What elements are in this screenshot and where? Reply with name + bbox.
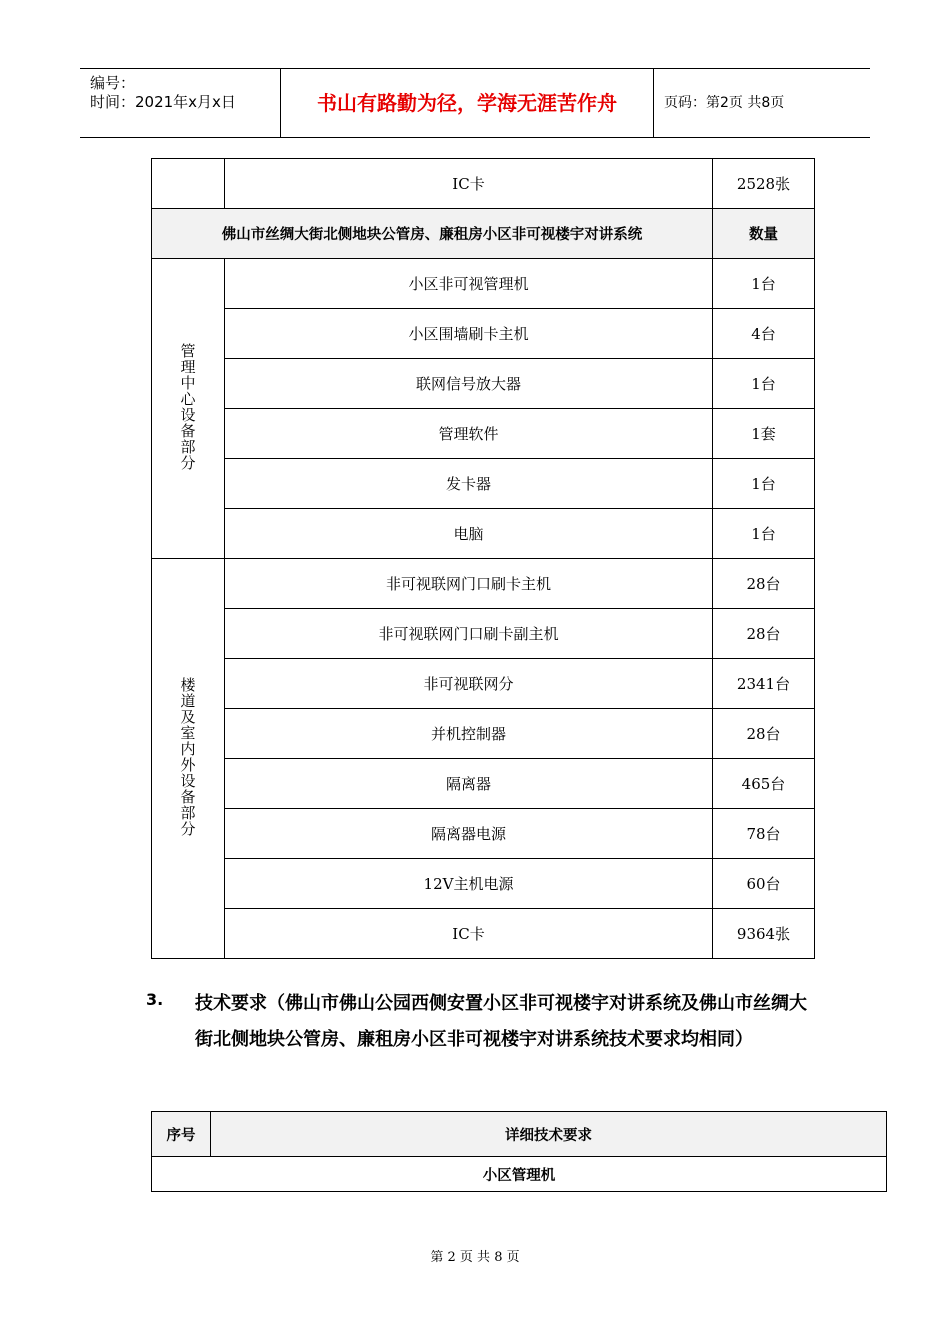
group-label: 楼道及室内外设备部分 (178, 676, 197, 837)
table-row (152, 459, 815, 509)
item-cell: 联网信号放大器 (225, 359, 713, 409)
qty-cell: 28台 (713, 559, 815, 609)
col-serial-header: 序号 (152, 1112, 211, 1157)
qty-cell: 28台 (713, 709, 815, 759)
section-header-row (152, 209, 815, 259)
item-cell: 电脑 (225, 509, 713, 559)
qty-cell: 1台 (713, 509, 815, 559)
header-meta (80, 69, 281, 137)
item-cell: 非可视联网门口刷卡主机 (225, 559, 713, 609)
table-row (152, 259, 815, 309)
item-cell: 管理软件 (225, 409, 713, 459)
serial-label: 编号： (90, 74, 136, 92)
qty-cell: 2528张 (713, 159, 815, 209)
section3-number: 3. (146, 990, 164, 1009)
table-row (152, 659, 815, 709)
group-label-cell (152, 259, 225, 559)
subsection-title: 小区管理机 (152, 1157, 887, 1192)
equipment-table (151, 158, 815, 959)
qty-cell: 9364张 (713, 909, 815, 959)
table-row (152, 509, 815, 559)
qty-cell: 1台 (713, 259, 815, 309)
header-page-label: 页码：第2页 共8页 (664, 95, 785, 111)
table-row (152, 1157, 887, 1192)
item-cell: 发卡器 (225, 459, 713, 509)
table-row (152, 809, 815, 859)
table-header-row (152, 1112, 887, 1157)
section3-text: 技术要求（佛山市佛山公园西侧安置小区非可视楼宇对讲系统及佛山市丝绸大街北侧地块公管房、廉租房小区非可视楼宇对讲系统技术要求均相同） (195, 993, 807, 1050)
item-cell: 隔离器 (225, 759, 713, 809)
qty-cell: 1套 (713, 409, 815, 459)
qty-cell: 2341台 (713, 659, 815, 709)
table-row (152, 759, 815, 809)
item-cell: IC卡 (225, 909, 713, 959)
date-label: 时间：2021年x月x日 (90, 93, 236, 111)
tech-requirements-table (151, 1111, 887, 1192)
item-cell: 并机控制器 (225, 709, 713, 759)
page-footer: 第 2 页 共 8 页 (430, 1250, 520, 1265)
table-row (152, 909, 815, 959)
group-label-cell (152, 559, 225, 959)
table-row (152, 609, 815, 659)
qty-cell: 1台 (713, 459, 815, 509)
group-label: 管理中心设备部分 (178, 342, 197, 471)
qty-cell: 28台 (713, 609, 815, 659)
item-cell: 非可视联网分 (225, 659, 713, 709)
table-row (152, 409, 815, 459)
table-row (152, 159, 815, 209)
item-cell: 非可视联网门口刷卡副主机 (225, 609, 713, 659)
qty-cell: 4台 (713, 309, 815, 359)
qty-header: 数量 (713, 209, 815, 259)
item-cell: 小区围墙刷卡主机 (225, 309, 713, 359)
qty-cell: 60台 (713, 859, 815, 909)
item-cell: 小区非可视管理机 (225, 259, 713, 309)
qty-cell: 1台 (713, 359, 815, 409)
table-row (152, 309, 815, 359)
page-header (80, 68, 870, 138)
section-title: 佛山市丝绸大街北侧地块公管房、廉租房小区非可视楼宇对讲系统 (152, 209, 713, 259)
header-motto: 书山有路勤为径，学海无涯苦作舟 (281, 69, 654, 137)
item-cell: IC卡 (225, 159, 713, 209)
col-detail-header: 详细技术要求 (211, 1112, 887, 1157)
item-cell: 12V主机电源 (225, 859, 713, 909)
table-row (152, 359, 815, 409)
item-cell: 隔离器电源 (225, 809, 713, 859)
table-row (152, 709, 815, 759)
qty-cell: 78台 (713, 809, 815, 859)
table-row (152, 559, 815, 609)
qty-cell: 465台 (713, 759, 815, 809)
table-row (152, 859, 815, 909)
